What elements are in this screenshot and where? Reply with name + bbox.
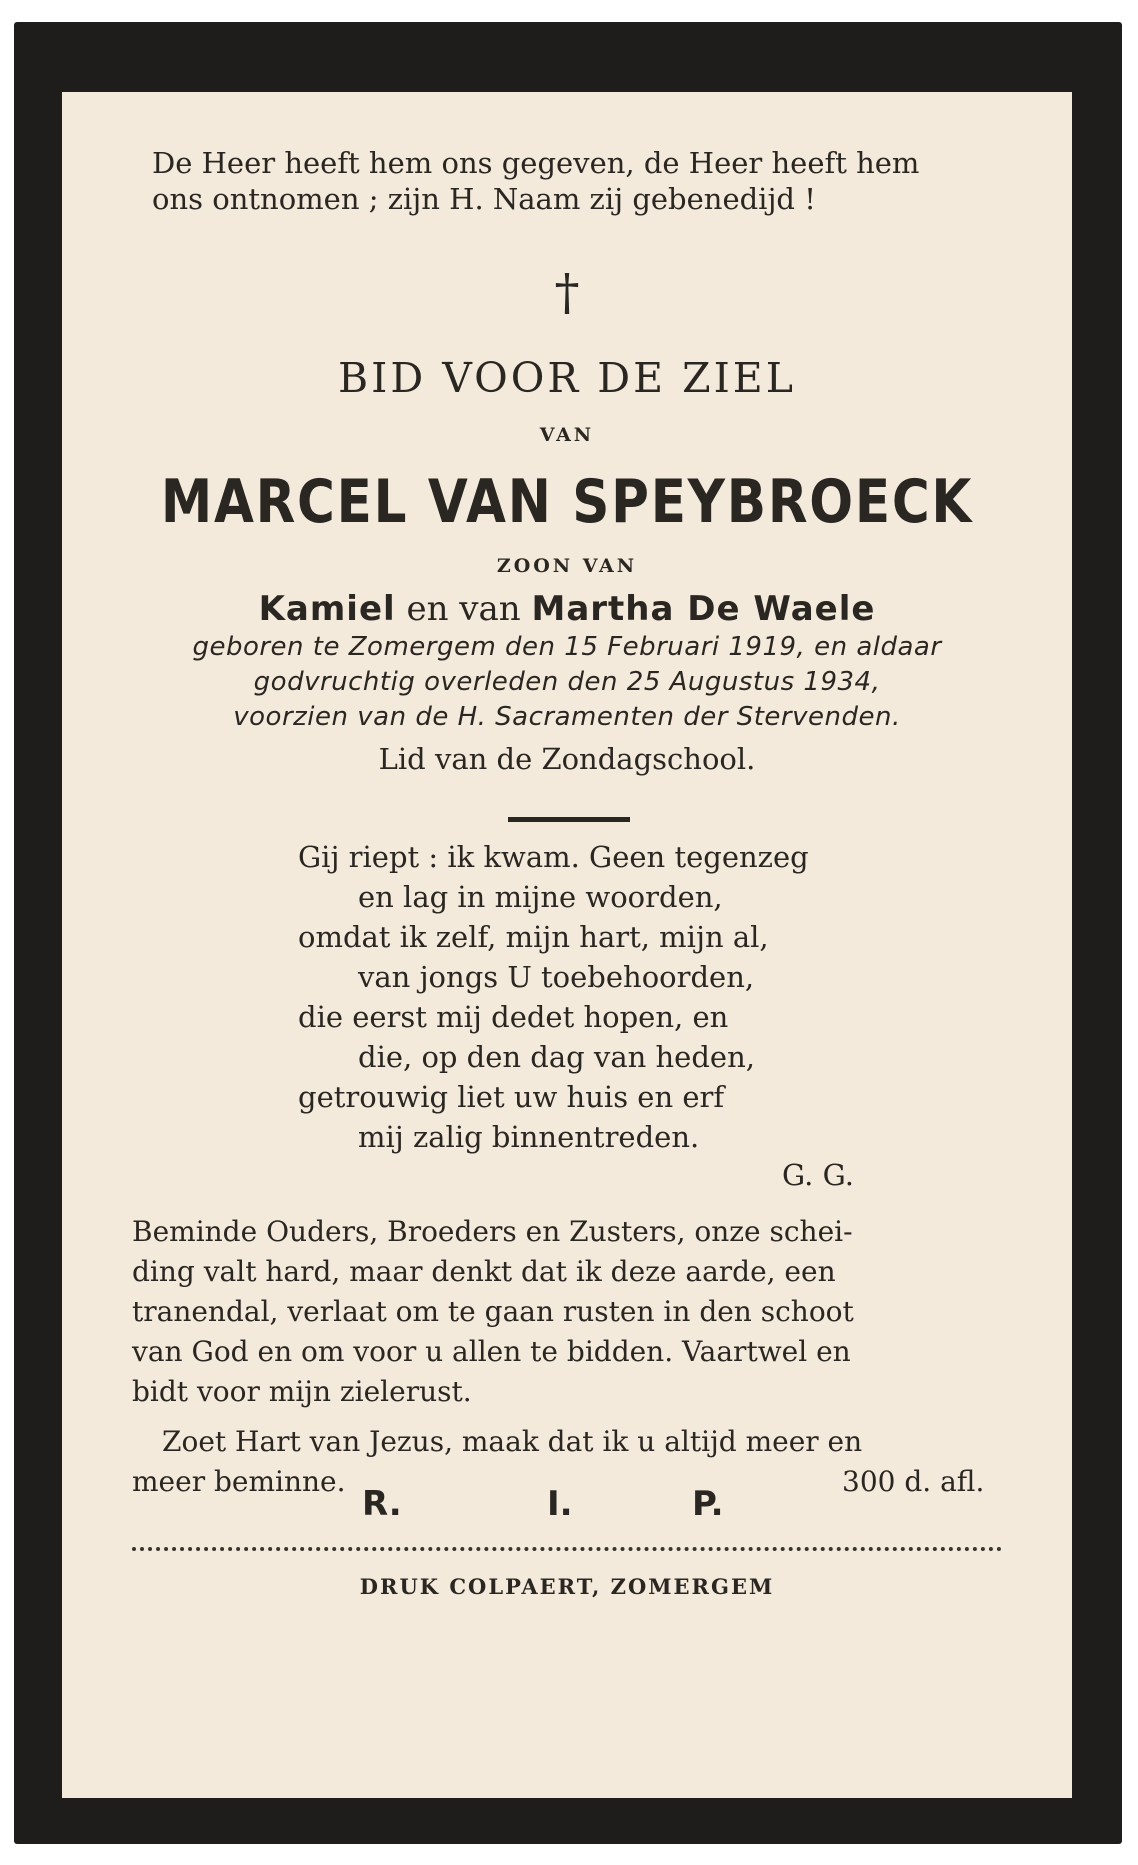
- poem-author: G. G.: [782, 1158, 854, 1192]
- father-name: Kamiel: [258, 589, 396, 629]
- rip-i: I.: [547, 1484, 573, 1524]
- biography-line-2: godvruchtig overleden den 25 Augustus 1934,: [253, 667, 881, 697]
- cross-icon: †: [554, 263, 580, 321]
- printer-credit: DRUK COLPAERT, ZOMERGEM: [359, 1574, 775, 1599]
- poem-line: Gij riept : ik kwam. Geen tegenzeg: [298, 840, 809, 874]
- poem-line: die eerst mij dedet hopen, en: [298, 1000, 729, 1034]
- poem-line: en lag in mijne woorden,: [358, 880, 723, 914]
- farewell-line-2: ding valt hard, maar denkt dat ik deze aarde, een: [132, 1255, 836, 1288]
- van-label: VAN: [539, 424, 595, 446]
- poem-line: omdat ik zelf, mijn hart, mijn al,: [298, 920, 769, 954]
- farewell-line-3: tranendal, verlaat om te gaan rusten in den schoot: [132, 1295, 854, 1328]
- farewell-line-1: Beminde Ouders, Broeders en Zusters, onze schei-: [132, 1215, 853, 1248]
- parents-connector: en van: [406, 589, 521, 629]
- indulgence: 300 d. afl.: [842, 1465, 985, 1498]
- dotted-divider: [132, 1547, 1002, 1551]
- divider-line: [508, 817, 630, 822]
- poem-line: die, op den dag van heden,: [358, 1040, 755, 1074]
- membership: Lid van de Zondagschool.: [378, 742, 756, 776]
- mother-name: Martha De Waele: [531, 589, 876, 629]
- farewell-line-5: bidt voor mijn zielerust.: [132, 1375, 472, 1408]
- rip-p: P.: [692, 1484, 724, 1524]
- prayer-line-1: Zoet Hart van Jezus, maak dat ik u altijd meer en: [162, 1425, 863, 1458]
- biography-line-3: voorzien van de H. Sacramenten der Stervenden.: [233, 702, 901, 732]
- biography-line-1: geboren te Zomergem den 15 Februari 1919, en aldaar: [192, 632, 942, 662]
- deceased-name: MARCEL VAN SPEYBROECK: [160, 467, 974, 537]
- epigraph-line-1: De Heer heeft hem ons gegeven, de Heer heeft hem: [152, 146, 920, 180]
- heading: BID VOOR DE ZIEL: [338, 354, 796, 402]
- poem-line: mij zalig binnentreden.: [358, 1120, 700, 1154]
- poem-line: getrouwig liet uw huis en erf: [298, 1080, 725, 1114]
- parents-line: [62, 589, 1072, 629]
- farewell-line-4: van God en om voor u allen te bidden. Vaartwel en: [132, 1335, 851, 1368]
- poem-line: van jongs U toebehoorden,: [358, 960, 755, 994]
- card-paper: [62, 92, 1072, 1798]
- epigraph-line-2: ons ontnomen ; zijn H. Naam zij gebenedijd !: [152, 182, 816, 216]
- zoon-van-label: ZOON VAN: [496, 555, 638, 577]
- rip-r: R.: [362, 1484, 402, 1524]
- prayer-line-2: meer beminne.: [132, 1465, 346, 1498]
- memorial-card: [14, 22, 1122, 1844]
